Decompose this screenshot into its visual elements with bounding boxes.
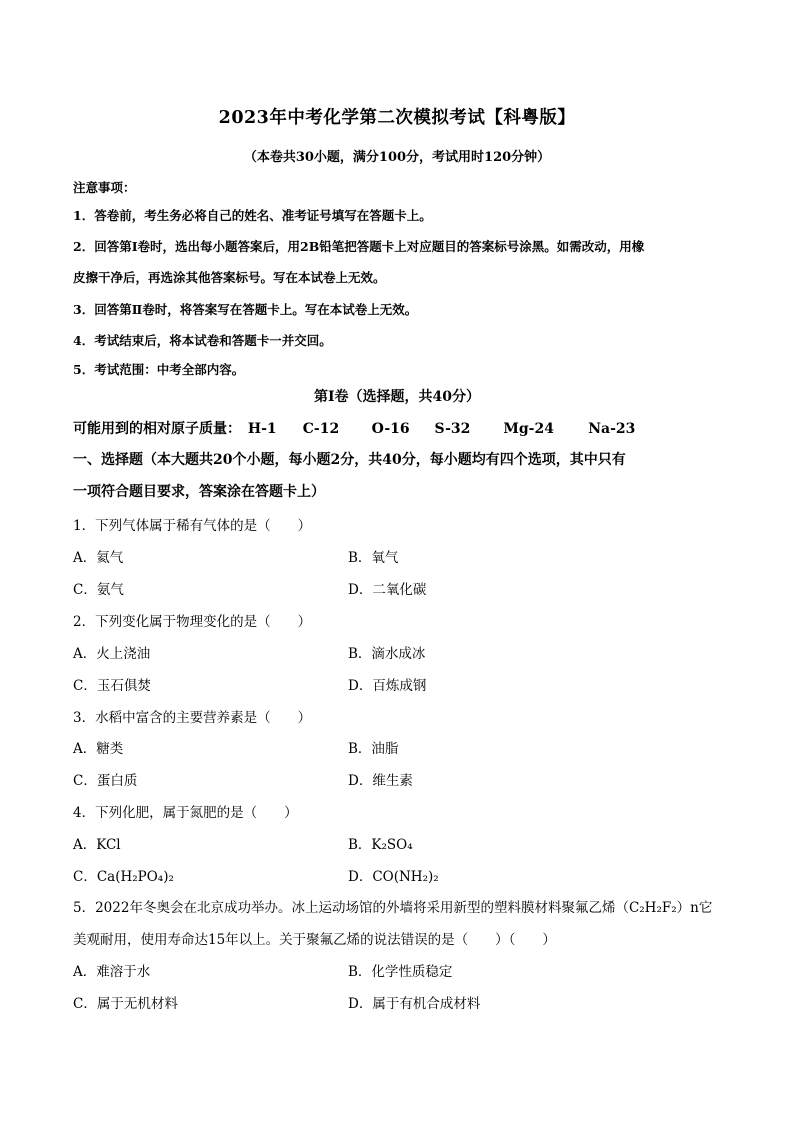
notice-item: 5．考试范围：中考全部内容。 — [73, 362, 245, 377]
atomic-mass-value: H-1 — [247, 421, 277, 437]
option-a: A．糖类 — [73, 741, 124, 757]
notice-heading: 注意事项： — [73, 180, 136, 195]
notice-item: 3．回答第Ⅱ卷时，将答案写在答题卡上。写在本试卷上无效。 — [73, 302, 418, 317]
option-b: B．化学性质稳定 — [348, 964, 453, 980]
option-a: A．KCl — [73, 837, 121, 853]
atomic-mass-value: Mg-24 — [503, 421, 554, 437]
page-subtitle: （本卷共30小题，满分100分，考试用时120分钟） — [243, 150, 551, 165]
option-a: A．难溶于水 — [73, 964, 151, 980]
atomic-mass-value: C-12 — [302, 421, 340, 437]
notice-item: 皮擦干净后，再选涂其他答案标号。写在本试卷上无效。 — [73, 270, 386, 285]
section-title: 第Ⅰ卷（选择题，共40分） — [313, 389, 481, 405]
option-b: B．K₂SO₄ — [348, 837, 413, 853]
notice-item: 2．回答第Ⅰ卷时，选出每小题答案后，用2B铅笔把答题卡上对应题目的答案标号涂黑。如需改动，用橡 — [73, 239, 645, 254]
question-stem: 1．下列气体属于稀有气体的是（ ） — [73, 518, 312, 534]
option-b: B．滴水成冰 — [348, 646, 426, 662]
option-b: B．氧气 — [348, 550, 399, 566]
atomic-mass-line — [73, 418, 635, 438]
option-c: C．蛋白质 — [73, 773, 138, 789]
question-stem-cont: 美观耐用，使用寿命达15年以上。关于聚氟乙烯的说法错误的是（ ）（ ） — [73, 932, 556, 948]
option-c: C．玉石俱焚 — [73, 678, 151, 694]
part-heading-cont: 一项符合题目要求，答案涂在答题卡上） — [73, 484, 325, 500]
option-d: D．二氧化碳 — [348, 582, 427, 598]
option-c: C．Ca(H₂PO₄)₂ — [73, 869, 174, 885]
option-a: A．火上浇油 — [73, 646, 151, 662]
question-stem: 3．水稻中富含的主要营养素是（ ） — [73, 710, 312, 726]
option-d: D．CO(NH₂)₂ — [348, 869, 439, 885]
option-a: A．氦气 — [73, 550, 124, 566]
part-heading: 一、选择题（本大题共20个小题，每小题2分，共40分，每小题均有四个选项，其中只有 — [73, 452, 626, 468]
option-d: D．百炼成钢 — [348, 678, 427, 694]
atomic-mass-value: S-32 — [434, 421, 471, 437]
question-stem: 2．下列变化属于物理变化的是（ ） — [73, 614, 312, 630]
question-stem: 4．下列化肥，属于氮肥的是（ ） — [73, 805, 298, 821]
notice-item: 4．考试结束后，将本试卷和答题卡一并交回。 — [73, 333, 332, 348]
option-c: C．属于无机材料 — [73, 996, 178, 1012]
option-d: D．维生素 — [348, 773, 413, 789]
atomic-mass-value: Na-23 — [588, 421, 636, 437]
option-c: C．氨气 — [73, 582, 124, 598]
atomic-mass-value: O-16 — [371, 421, 410, 437]
page-title: 2023年中考化学第二次模拟考试【科粤版】 — [218, 108, 576, 128]
option-d: D．属于有机合成材料 — [348, 996, 481, 1012]
notice-item: 1．答卷前，考生务必将自己的姓名、准考证号填写在答题卡上。 — [73, 208, 432, 223]
question-stem: 5．2022年冬奥会在北京成功举办。冰上运动场馆的外墙将采用新型的塑料膜材料聚氟乙烯（C₂H₂F₂）n它 — [73, 900, 713, 916]
option-b: B．油脂 — [348, 741, 399, 757]
atomic-mass-label: 可能用到的相对原子质量： — [73, 421, 241, 437]
